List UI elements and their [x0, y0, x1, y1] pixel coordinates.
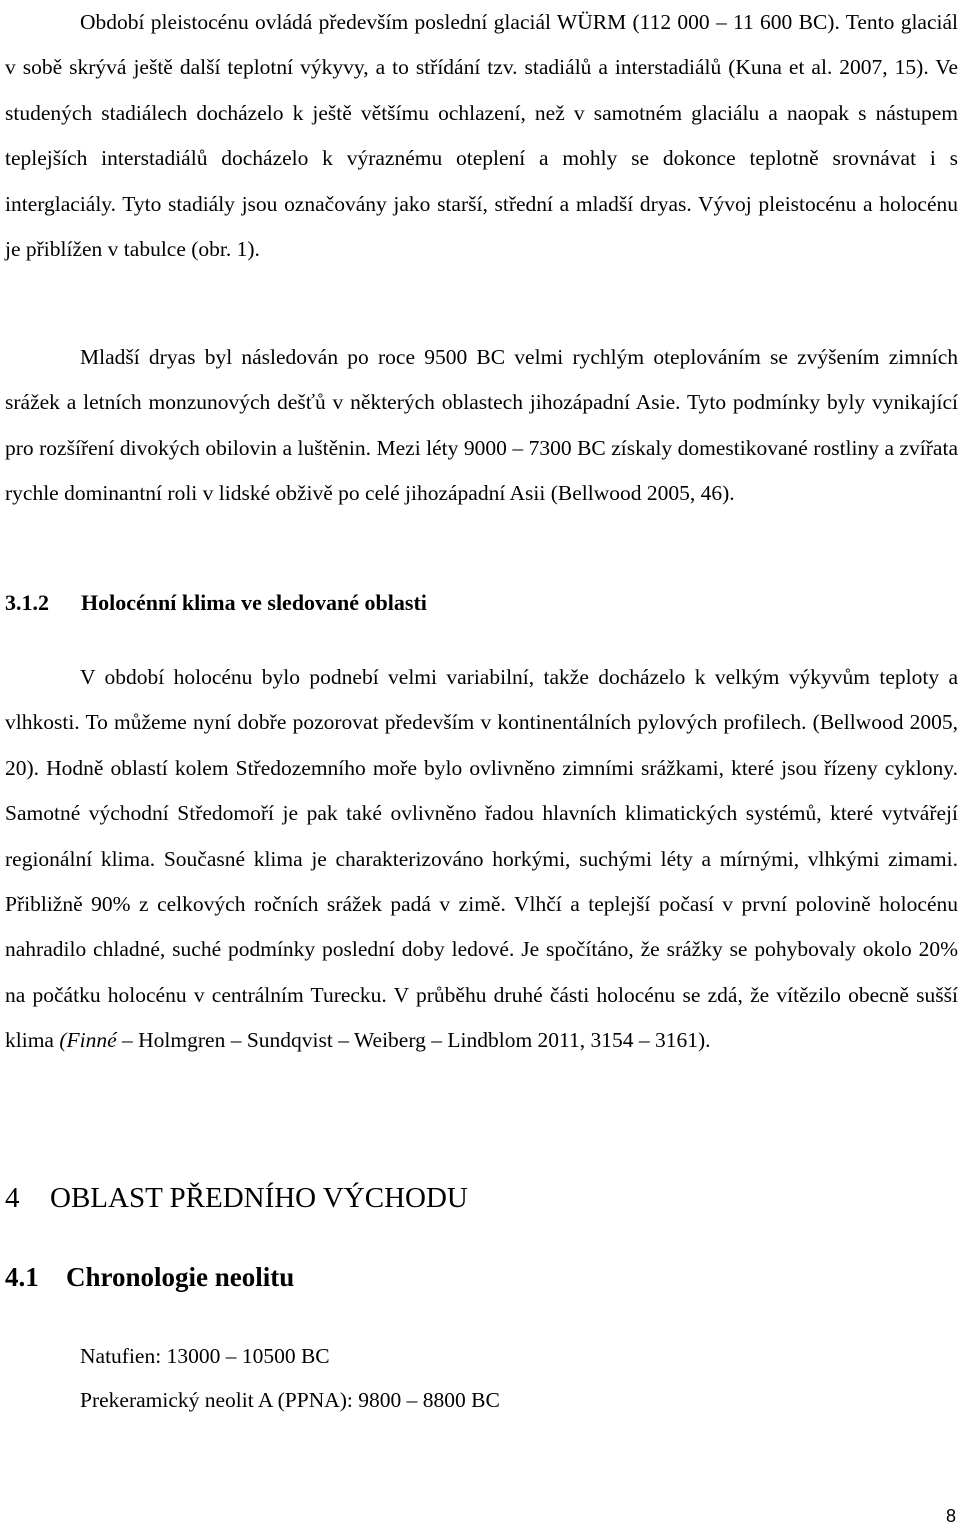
- paragraph-younger-dryas: Mladší dryas byl následován po roce 9500 BC velmi rychlým oteplováním se zvýšením zimních srážek a letních monzunových dešťů v některých oblastech jihozápadní Asie. Tyto podmínky byly vynikající pro rozšíření divokých obilovin a luštěnin. Mezi léty 9000 – 7300 BC získaly domestikované rostliny a zvířata rychle dominantní roli v lidské obživě po celé jihozápadní Asii (Bellwood 2005, 46).: [5, 345, 958, 506]
- heading-section-3-1-2: [5, 590, 427, 616]
- heading-number: 4.1: [5, 1262, 39, 1292]
- paragraph-holocene-climate: [5, 655, 958, 1064]
- page-number: 8: [945, 1506, 956, 1526]
- heading-number: 3.1.2: [5, 590, 49, 615]
- heading-section-4-1: [5, 1262, 294, 1293]
- paragraph-pleistocene-wurm: Období pleistocénu ovládá především poslední glaciál WÜRM (112 000 – 11 600 BC). Tento glaciál v sobě skrývá ještě další teplotní výkyvy, a to střídání tzv. stadiálů a interstadiálů (Kuna et al. 2007, 15). Ve studených stadiálech docházelo k ještě většímu ochlazení, než v samotném glaciálu a naopak s nástupem teplejších interstadiálů docházelo k výraznému oteplení a mohly se dokonce teplotně srovnávat i s interglaciály. Tyto stadiály jsou označovány jako starší, střední a mladší dryas. Vývoj pleistocénu a holocénu je přiblížen v tabulce (obr. 1).: [5, 10, 958, 262]
- heading-title: Chronologie neolitu: [66, 1262, 295, 1292]
- heading-title: Holocénní klima ve sledované oblasti: [81, 590, 427, 615]
- chronology-item-natufien: Natufien: 13000 – 10500 BC: [80, 1344, 330, 1368]
- paragraph-text: V období holocénu bylo podnebí velmi variabilní, takže docházelo k velkým výkyvům teploty a vlhkosti. To můžeme nyní dobře pozorovat především v kontinentálních pylových profilech. (Bellwood 2005, 20). Hodně oblastí kolem Středozemního moře bylo ovlivněno zimními srážkami, které jsou řízeny cyklony. Samotné východní Středomoří je pak také ovlivněno řadou hlavních klimatických systémů, které vytvářejí regionální klima. Současné klima je charakterizováno horkými, suchými léty a mírnými, vlhkými zimami. Přibližně 90% z celkových ročních srážek padá v zimě. Vlhčí a teplejší počasí v první polovině holocénu nahradilo chladné, suché podmínky poslední doby ledové. Je spočítáno, že srážky se pohybovaly okolo 20% na počátku holocénu v centrálním Turecku. V průběhu druhé části holocénu se zdá, že vítězilo obecně sušší klima: [5, 665, 958, 1053]
- citation-italic: (Finné: [59, 1028, 117, 1053]
- citation-rest: – Holmgren – Sundqvist – Weiberg – Lindblom 2011, 3154 – 3161).: [116, 1028, 711, 1053]
- heading-number: 4: [5, 1182, 20, 1214]
- heading-chapter-4: [5, 1182, 468, 1215]
- heading-title: OBLAST PŘEDNÍHO VÝCHODU: [50, 1182, 468, 1214]
- chronology-item-ppna: Prekeramický neolit A (PPNA): 9800 – 8800 BC: [80, 1388, 500, 1412]
